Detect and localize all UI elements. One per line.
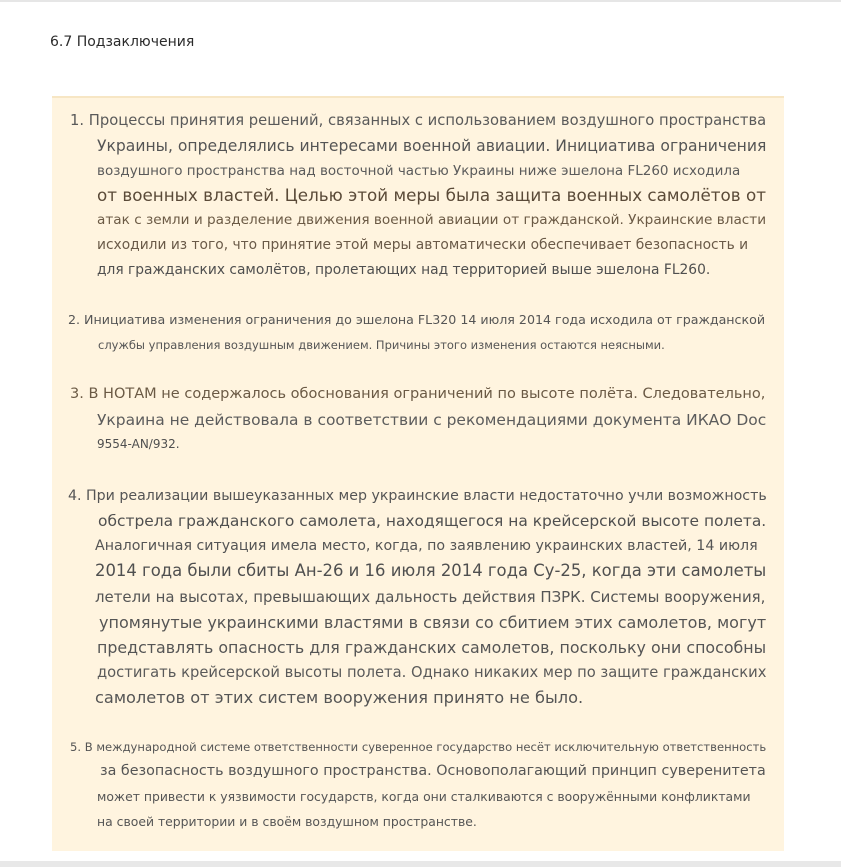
item-4-line-5: летели на высотах, превышающих дальность действия ПЗРК. Системы вооружения, — [95, 588, 766, 606]
item-5-line-1: 5. В международной системе ответственности суверенное государство несёт исключительную ответственность — [70, 740, 767, 754]
bottom-divider — [0, 861, 841, 867]
item-1-line-3: воздушного пространства над восточной частью Украины ниже эшелона FL260 исходила — [97, 163, 741, 179]
item-1-line-6: исходили из того, что принятие этой меры автоматически обеспечивает безопасность и — [97, 237, 749, 253]
item-5-line-3: может привести к уязвимости государств, когда они сталкиваются с вооружёнными конфликтами — [97, 789, 751, 804]
item-4-line-6: упомянутые украинскими властями в связи со сбитием этих самолетов, могут — [99, 613, 767, 632]
item-5-line-2: за безопасность воздушного пространства. Основополагающий принцип суверенитета — [100, 763, 766, 779]
conclusions-panel — [52, 96, 784, 851]
item-3-line-2: Украина не действовала в соответствии с рекомендациями документа ИКАО Doc — [97, 411, 767, 429]
item-1-line-2: Украины, определялись интересами военной авиации. Инициатива ограничения — [97, 137, 767, 155]
item-4-line-9: самолетов от этих систем вооружения принято не было. — [95, 688, 584, 707]
item-4-line-7: представлять опасность для гражданских самолетов, поскольку они способны — [97, 638, 767, 657]
item-1-line-7: для гражданских самолётов, пролетающих над территорией выше эшелона FL260. — [97, 262, 711, 278]
item-1-line-5: атак с земли и разделение движения военной авиации от гражданской. Украинские власти — [97, 212, 767, 228]
item-2-line-2: службы управления воздушным движением. Причины этого изменения остаются неясными. — [98, 338, 665, 352]
item-4-line-2: обстрела гражданского самолета, находящегося на крейсерской высоте полета. — [98, 512, 767, 530]
item-1-line-1: 1. Процессы принятия решений, связанных с использованием воздушного пространства — [70, 112, 767, 129]
item-4-line-3: Аналогичная ситуация имела место, когда, по заявлению украинских властей, 14 июля — [95, 538, 758, 554]
item-3-line-3: 9554-AN/932. — [97, 437, 180, 451]
item-4-line-4: 2014 года были сбиты Ан-26 и 16 июля 2014 года Су-25, когда эти самолеты — [95, 561, 767, 580]
item-2-line-1: 2. Инициатива изменения ограничения до эшелона FL320 14 июля 2014 года исходила от гражданской — [68, 312, 766, 327]
item-1-line-4: от военных властей. Целью этой меры была защита военных самолётов от — [97, 185, 767, 205]
item-4-line-8: достигать крейсерской высоты полета. Однако никаких мер по защите гражданских — [97, 664, 767, 681]
item-4-line-1: 4. При реализации вышеуказанных мер украинские власти недостаточно учли возможность — [68, 488, 767, 504]
item-5-line-4: на своей территории и в своём воздушном пространстве. — [97, 814, 477, 829]
item-3-line-1: 3. В НОТАМ не содержалось обоснования ограничений по высоте полёта. Следовательно, — [70, 386, 766, 402]
section-heading: 6.7 Подзаключения — [50, 34, 195, 50]
top-divider — [0, 0, 841, 2]
